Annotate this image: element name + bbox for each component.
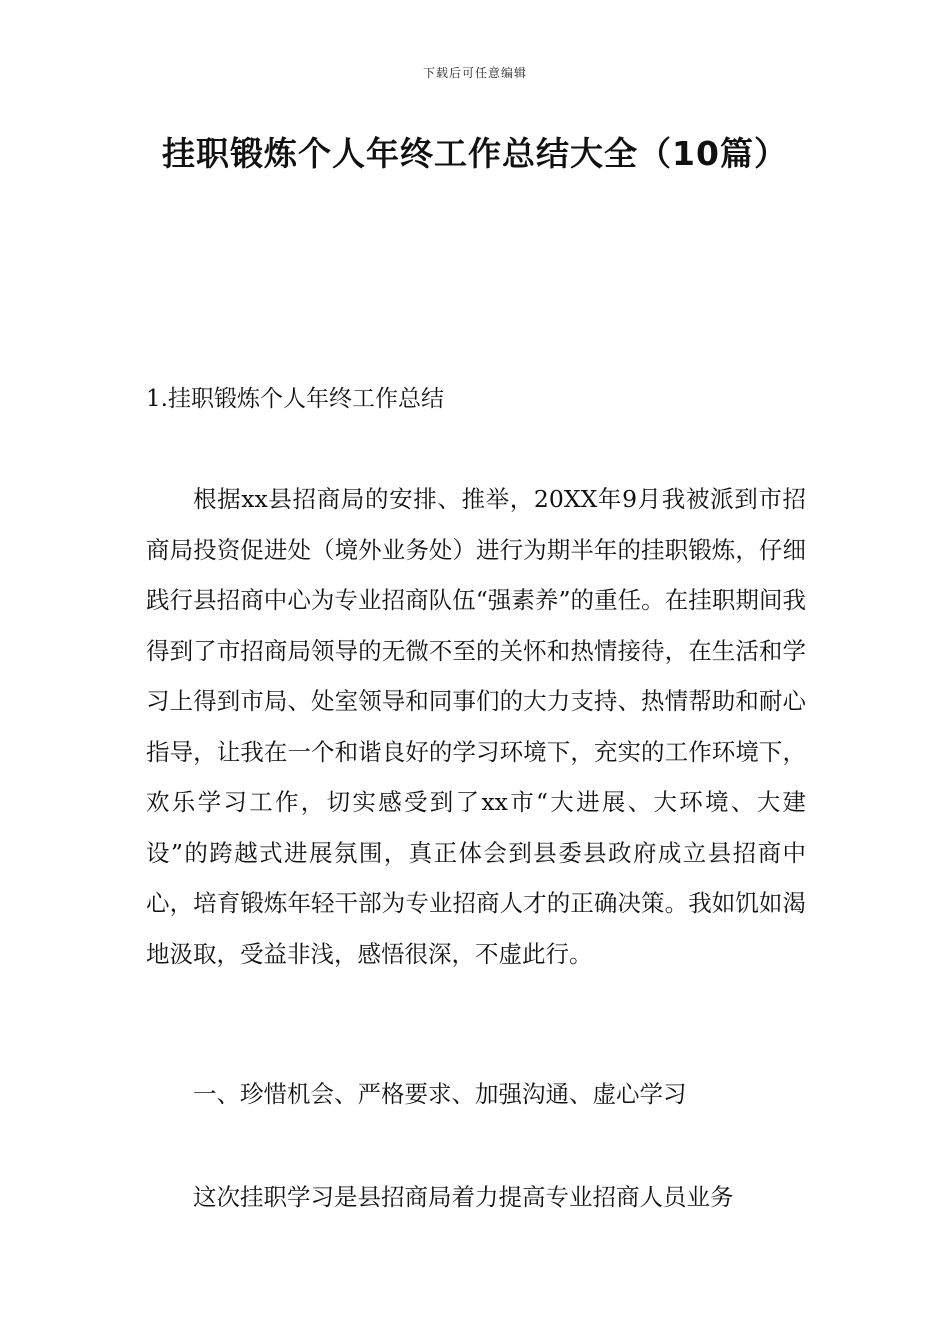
subheading: 一、珍惜机会、严格要求、加强沟通、虚心学习 — [193, 1080, 687, 1108]
section-title: 1.挂职锻炼个人年终工作总结 — [146, 386, 444, 412]
body-paragraph: 根据xx县招商局的安排、推举，20XX年9月我被派到市招商局投资促进处（境外业务处）进行为期半年的挂职锻炼，仔细践行县招商中心为专业招商队伍“强素养”的重任。在挂职期间我得到了市招商局领导的无微不至的关怀和热情接待，在生活和学习上得到市局、处室领导和同事们的大力支持、热情帮助和耐心指导，让我在一个和谐良好的学习环境下，充实的工作环境下，欢乐学习工作，切实感受到了xx市“大进展、大环境、大建设”的跨越式进展氛围，真正体会到县委县政府成立县招商中心，培育锻炼年轻干部为专业招商人才的正确决策。我如饥如渴地汲取，受益非浅，感悟很深，不虚此行。 — [146, 485, 806, 968]
body-paragraph: 这次挂职学习是县招商局着力提高专业招商人员业务 — [193, 1183, 734, 1211]
header-note: 下载后可任意编辑 — [422, 66, 527, 80]
document-title: 挂职锻炼个人年终工作总结大全（10篇） — [162, 134, 788, 173]
